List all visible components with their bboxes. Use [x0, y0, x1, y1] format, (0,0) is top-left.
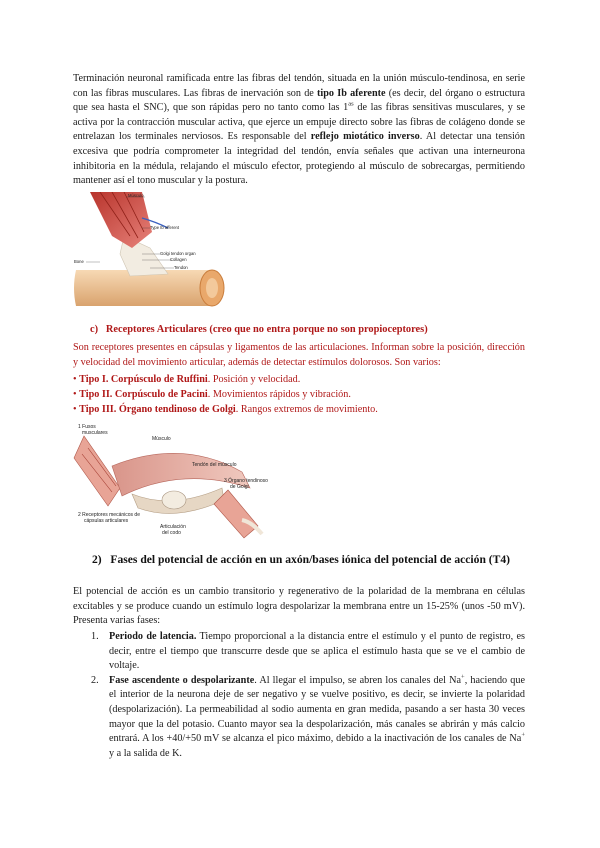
bullet-mark: •	[73, 403, 77, 415]
label-joint-receptors-1: 2 Receptores mecánicos de	[78, 512, 140, 518]
label-fiber: Type Ib afferent	[150, 225, 180, 230]
bullet-mark: •	[73, 388, 77, 400]
label-golgi: Golgi tendon organ	[160, 251, 196, 256]
label-golgi-1: 3 Órgano tendinoso	[224, 478, 268, 484]
bullet-mark: •	[73, 374, 77, 385]
list-item	[73, 674, 525, 762]
list-item	[73, 403, 378, 418]
receptor-list	[73, 373, 378, 417]
joint-receptors-figure	[72, 418, 292, 540]
label-elbow-2: del codo	[162, 530, 181, 536]
item-number: 1.	[91, 631, 99, 642]
text-run: de las fibras sensitivas musculares, y se activa por la contracción muscular activa, que ejerce un empuje directo sobre las fibras de colágeno donde se entrelazan los terminales nerviosos. Es responsable del	[73, 102, 525, 143]
phase-text: Tiempo proporcional a la distancia entre el estímulo y el punto de registro, es decir, entre el tiempo que transcurre desde que se aplica el estímulo hasta que se ve el cambio de voltaje.	[109, 631, 526, 672]
section-c-label: c)	[90, 324, 99, 335]
label-golgi-2: de Golgi	[230, 484, 249, 490]
list-item	[73, 630, 525, 674]
phase-title: Fase ascendente o despolarizante	[109, 674, 255, 686]
golgi-tendon-organ-figure	[72, 192, 246, 314]
label-spindles-2: musculares	[82, 430, 108, 436]
label-elbow-1: Articulación	[160, 524, 186, 530]
superscript: +	[521, 731, 525, 739]
bone-marrow	[206, 278, 218, 298]
section-c-title: Receptores Articulares (creo que no entra porque no son propioceptores)	[105, 324, 428, 335]
phase-title: Periodo de latencia.	[109, 631, 197, 642]
bold-term: tipo Ib aferente	[317, 87, 386, 99]
spindle-inset	[74, 436, 120, 506]
item-number: 2.	[91, 674, 99, 686]
label-joint-receptors-2: cápsulas articulares	[84, 518, 129, 524]
golgi-inset	[214, 490, 258, 538]
phase-text: , haciendo que el interior de la neurona deje de ser negativo y se vuelve positivo, es decir, se invierte la polaridad (despolarización). La permeabilidad al sodio aumenta en gran medida, pasando a ser hasta 30 veces mayor que la del potasio. Cuanto mayor sea la despolarización, más canales se abrirán y más calcio entrará. A los +40/+50 mV se alcanza el pico máximo, debido a la inactivación de los canales de Na	[109, 674, 525, 745]
phase-text: y a la salida de K.	[109, 747, 182, 759]
phases-list	[73, 630, 525, 761]
section-2-heading	[92, 553, 510, 566]
label-tendon: Tendon	[174, 265, 188, 270]
label-tendon: Tendón del músculo	[192, 462, 237, 468]
label-collagen: Collagen	[170, 257, 187, 262]
text-run: Terminación neuronal ramificada entre las fibras del tendón, situada en la unión músculo-tendinosa, en serie con las fibras musculares. Las fibras de inervación son de	[73, 73, 525, 99]
action-potential-paragraph: El potencial de acción es un cambio transitorio y regenerativo de la polaridad de la membrana en células excitables y se produce cuando un estímulo logra despolarizar la membrana entre un 15-25% (unos -50 mV). Presenta varias fases:	[73, 586, 525, 627]
label-muscle: Músculo	[128, 193, 144, 198]
bullet-text: . Movimientos rápidos y vibración.	[207, 388, 351, 400]
bullet-title: Tipo II. Corpúsculo de Pacini	[79, 388, 208, 400]
articular-receptors-paragraph: Son receptores presentes en cápsulas y ligamentos de las articulaciones. Informan sobre la posición, dirección y velocidad del movimiento articular, además de detectar estímulos dolorosos. Son varios:	[73, 342, 525, 368]
elbow-joint	[162, 491, 186, 509]
section-2-number: 2)	[92, 553, 102, 566]
phase-text: . Al llegar el impulso, se abren los canales del Na	[254, 674, 462, 686]
bullet-text: . Posición y velocidad.	[207, 374, 301, 385]
label-bone: Bone	[74, 259, 84, 264]
bullet-title: Tipo I. Corpúsculo de Ruffini	[79, 374, 208, 385]
muscle-shape	[90, 192, 152, 248]
label-spindles-1: 1 Fusos	[78, 424, 96, 430]
bullet-title: Tipo III. Órgano tendinoso de Golgi	[79, 403, 236, 415]
superscript: as	[348, 100, 354, 108]
label-muscle: Músculo	[152, 436, 171, 442]
section-c-heading	[90, 324, 428, 335]
golgi-organ-paragraph	[73, 72, 525, 189]
superscript: +	[461, 673, 465, 681]
text-run: . Al detectar una tensión excesiva que podría comprometer la integridad del tendón, envía señales que activan una interneurona inhibitoria en la médula, relajando el músculo efector, protegiendo al músculo de sobrecargas, permitiendo mantener así el tono muscular y la postura.	[73, 131, 525, 187]
bold-term: reflejo miotático inverso	[310, 131, 420, 143]
list-item	[73, 373, 378, 388]
bullet-text: . Rangos extremos de movimiento.	[235, 403, 378, 415]
section-2-title: Fases del potencial de acción en un axón/bases iónica del potencial de acción (T4)	[110, 553, 511, 566]
text-run: (es decir, del órgano o estructura que sea hasta el SNC), que son rápidas pero no tanto como las 1	[73, 87, 526, 114]
list-item	[73, 388, 378, 403]
